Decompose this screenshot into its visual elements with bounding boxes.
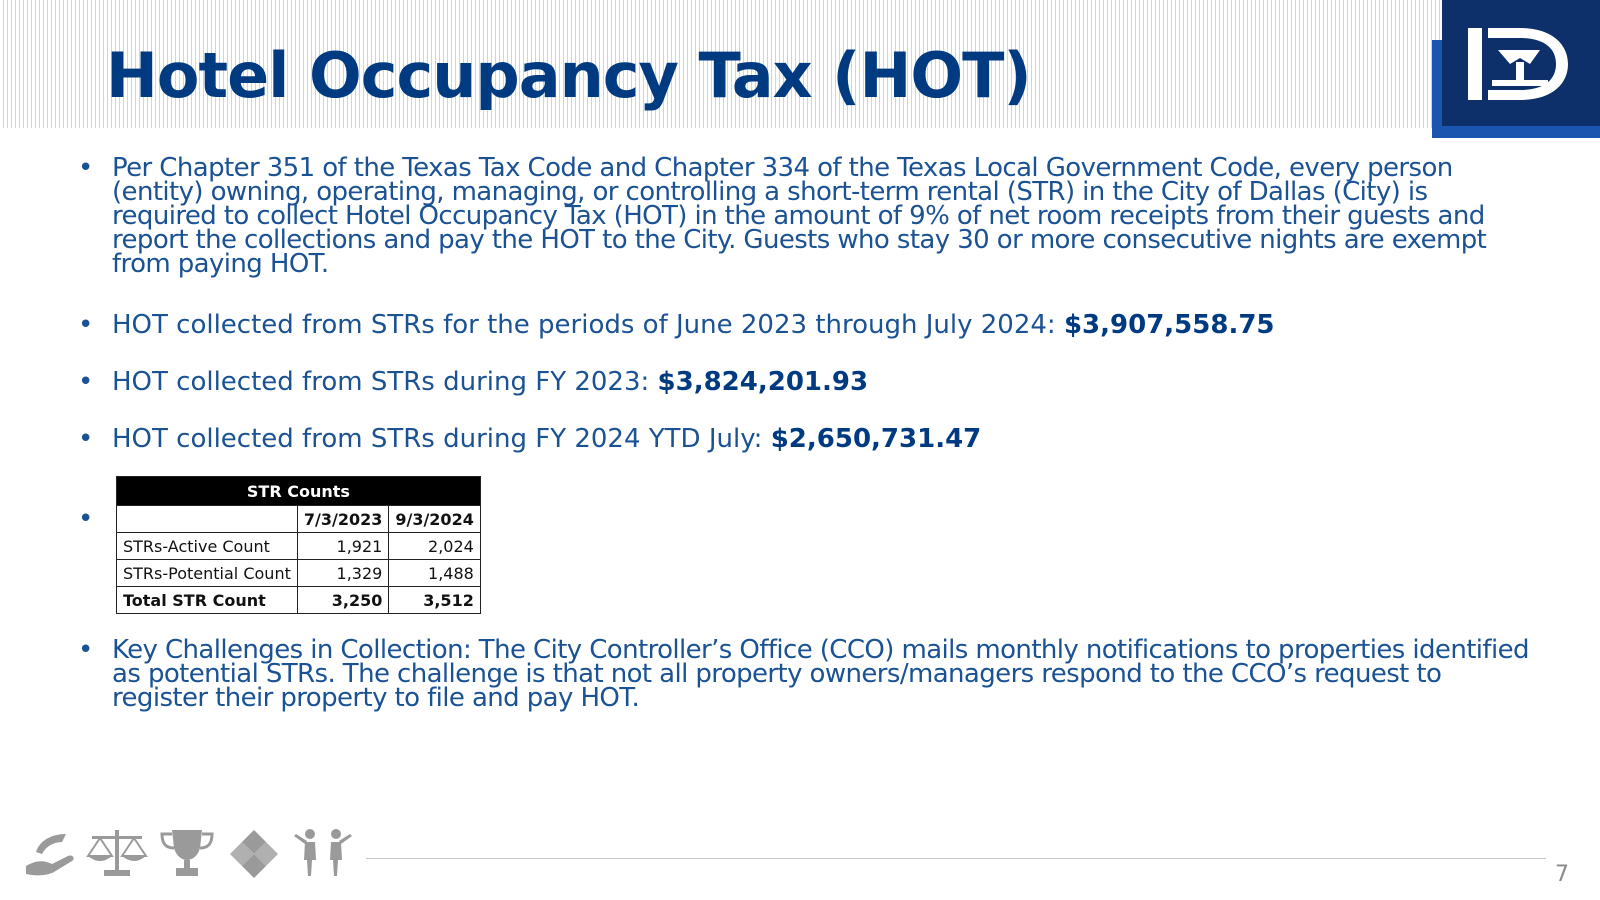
row-label: STRs-Active Count [117,533,298,560]
row-label: Total STR Count [117,587,298,614]
bullet-dot: • [78,153,93,183]
list-item [78,366,1538,398]
bullet-list [78,153,1538,455]
list-item [78,635,1538,713]
key-challenges-text: Key Challenges in Collection: The City Controller’s Office (CCO) mails monthly notifications to properties identified as potential STRs. The challenge is that not all property owners/managers respond to the CCO’s request to register their property to file and pay HOT. [112,635,1529,713]
cell-value: 1,329 [297,560,388,587]
row-label: STRs-Potential Count [117,560,298,587]
key-challenges [78,635,1538,713]
table-corner-cell [117,506,298,533]
bullet-dot: • [78,367,94,397]
bullet-dot: • [78,504,94,534]
hot-fy2024-text: HOT collected from STRs during FY 2024 YTD July: [112,424,771,454]
cell-value: 3,250 [297,587,388,614]
trophy-icon [156,826,218,878]
diversity-knot-icon [226,826,282,878]
table-row [117,533,481,560]
dallas-logo-icon [1432,0,1600,138]
justice-scale-icon [86,826,148,878]
table-caption: STR Counts [117,477,481,506]
hot-fy2023-text: HOT collected from STRs during FY 2023: [112,367,658,397]
column-header: 9/3/2024 [389,506,480,533]
column-header: 7/3/2023 [297,506,388,533]
footer-divider [366,858,1546,859]
page-title: Hotel Occupancy Tax (HOT) [106,39,1031,112]
list-item [78,153,1538,279]
str-tax-description: Per Chapter 351 of the Texas Tax Code and Chapter 334 of the Texas Local Government Code, every person (entity) owning, operating, managing, or controlling a short-term rental (STR) in the City of Dallas (City) is required to collect Hotel Occupancy Tax (HOT) in the amount of 9% of net room receipts from their guests and report the collections and pay the HOT to the City. Guests who stay 30 or more consecutive nights are exempt from paying HOT. [112,153,1487,279]
page-number: 7 [1555,862,1569,887]
bullet-dot: • [78,310,94,340]
cell-value: 3,512 [389,587,480,614]
hot-fy2023-value: $3,824,201.93 [657,367,869,397]
people-icon [290,826,356,878]
bullet-dot: • [78,635,93,665]
hot-period-text: HOT collected from STRs for the periods of June 2023 through July 2024: [112,310,1064,340]
table-row [117,560,481,587]
cell-value: 1,488 [389,560,480,587]
list-item [78,423,1538,455]
table-row-total [117,587,481,614]
bullet-dot: • [78,424,94,454]
helping-hand-icon [22,826,78,878]
list-item [78,309,1538,341]
hot-period-value: $3,907,558.75 [1063,310,1275,340]
cell-value: 1,921 [297,533,388,560]
hot-fy2024-value: $2,650,731.47 [770,424,982,454]
cell-value: 2,024 [389,533,480,560]
footer-icon-strip [22,826,356,878]
str-counts-table [116,476,481,614]
